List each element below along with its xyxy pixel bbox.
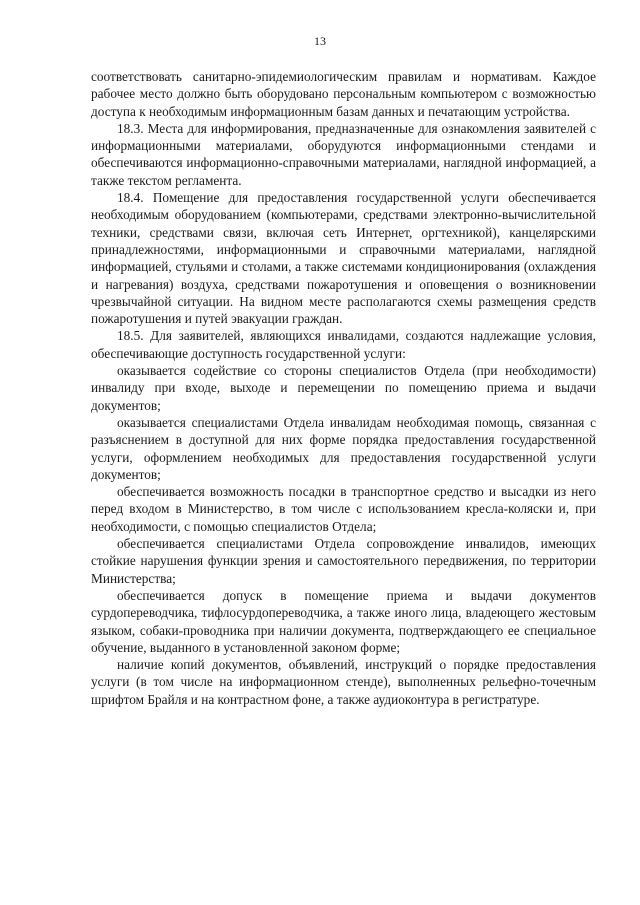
page-number: 13 xyxy=(314,34,326,48)
paragraph-continuation: соответствовать санитарно-эпидемиологическим правилам и нормативам. Каждое рабочее место должно быть оборудовано персональным компьютером с возможностью доступа к необходимым информационным базам данных и печатающим устройства. xyxy=(91,69,596,119)
paragraph-clause-18-5: 18.5. Для заявителей, являющихся инвалидами, создаются надлежащие условия, обеспечивающие доступность государственной услуги: xyxy=(91,328,596,361)
paragraph-item-assistance: оказывается содействие со стороны специалистов Отдела (при необходимости) инвалиду при входе, выходе и перемещении по помещению приема и выдачи документов; xyxy=(91,363,596,413)
paragraph-clause-18-4: 18.4. Помещение для предоставления государственной услуги обеспечивается необходимым оборудованием (компьютерами, средствами электронно-вычислительной техники, средствами связи, включая сеть Интернет, оргтехникой), канцелярскими принадлежностями, информационными и справочными материалами, наглядной информацией, стульями и столами, а также системами кондиционирования (охлаждения и нагревания) воздуха, средствами пожаротушения и оповещения о возникновении чрезвычайной ситуации. На видном месте располагаются схемы размещения средств пожаротушения и путей эвакуации граждан. xyxy=(91,190,596,327)
paragraph-item-braille: наличие копий документов, объявлений, инструкций о порядке предоставления услуги (в том числе на информационном стенде), выполненных рельефно-точечным шрифтом Брайля и на контрастном фоне, а также аудиоконтура в регистратуре. xyxy=(91,657,596,707)
paragraph-item-transport: обеспечивается возможность посадки в транспортное средство и высадки из него перед входом в Министерство, в том числе с использованием кресла-коляски и, при необходимости, с помощью специалистов Отдела; xyxy=(91,484,596,534)
paragraph-clause-18-3: 18.3. Места для информирования, предназначенные для ознакомления заявителей с информационными материалами, оборудуются информационными стендами и обеспечиваются информационно-справочными материалами, наглядной информацией, а также текстом регламента. xyxy=(91,120,596,188)
paragraph-item-escort: обеспечивается специалистами Отдела сопровождение инвалидов, имеющих стойкие нарушения функции зрения и самостоятельного передвижения, по территории Министерства; xyxy=(91,536,596,586)
paragraph-item-help: оказывается специалистами Отдела инвалидам необходимая помощь, связанная с разъяснением в доступной для них форме порядка предоставления государственной услуги, оформлением необходимых для предоставления государственной услуги документов; xyxy=(91,414,596,482)
paragraph-item-admission: обеспечивается допуск в помещение приема и выдачи документов сурдопереводчика, тифлосурдопереводчика, а также иного лица, владеющего жестовым языком, собаки-проводника при наличии документа, подтверждающего ее специальное обучение, выданного в установленной законом форме; xyxy=(91,587,596,655)
document-body xyxy=(91,68,596,708)
